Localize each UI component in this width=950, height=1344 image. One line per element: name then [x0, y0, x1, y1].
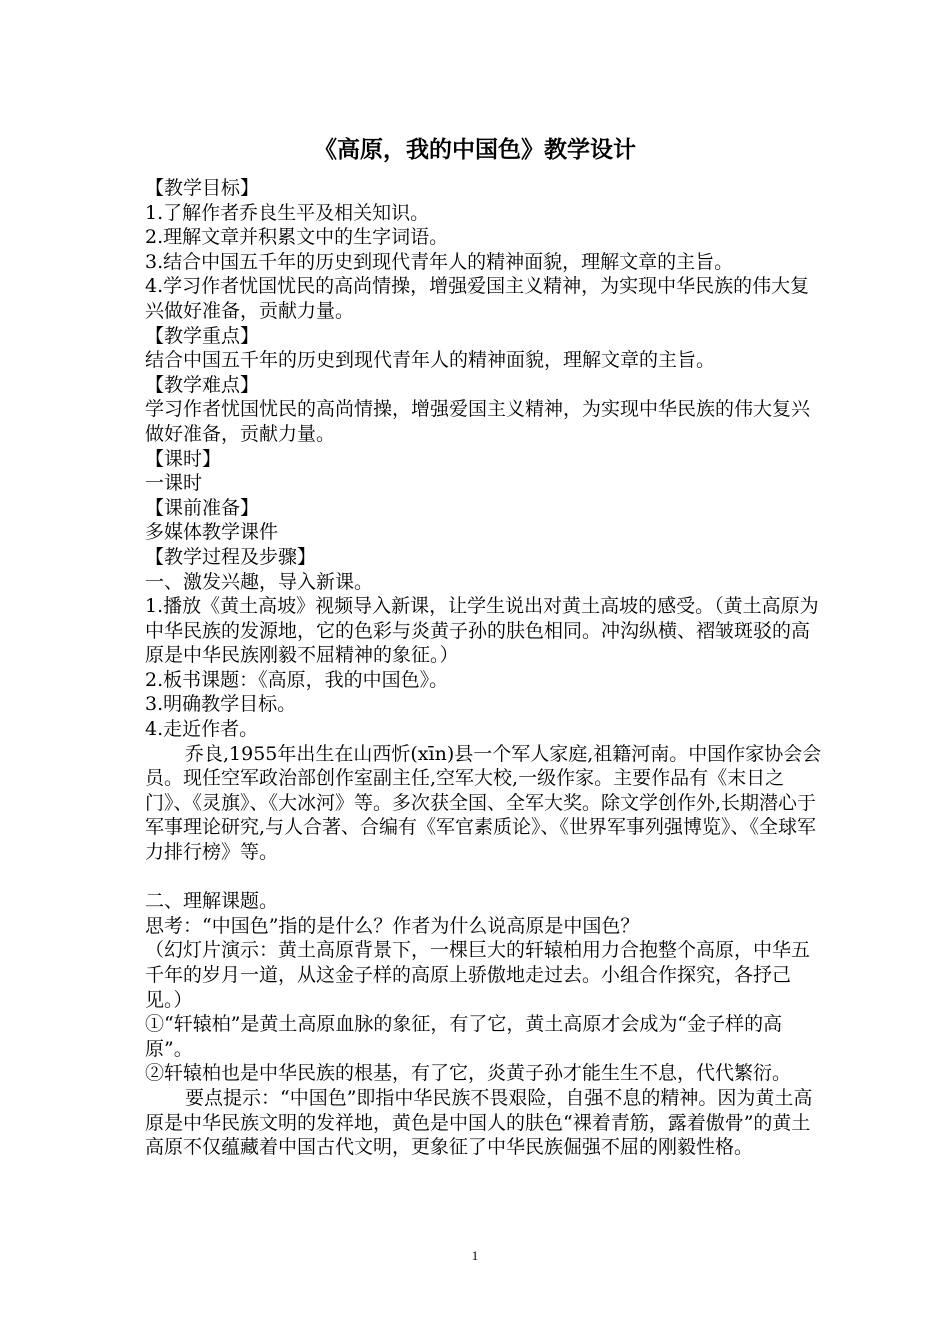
heading-preparation: 【课前准备】 [145, 496, 260, 519]
paragraph: 多媒体教学课件 [145, 521, 279, 544]
paragraph: （幻灯片演示：黄土高原背景下，一棵巨大的轩辕柏用力合抱整个高原，中华五千年的岁月一道，从这金子样的高原上骄傲地走过去。小组合作探究，各抒己见。） [145, 939, 811, 1011]
paragraph: 思考：“中国色”指的是什么？作者为什么说高原是中国色？ [145, 914, 640, 937]
paragraph: 3.明确教学目标。 [145, 693, 297, 716]
section-heading: 一、激发兴趣，导入新课。 [145, 570, 374, 593]
paragraph: 1.了解作者乔良生平及相关知识。 [145, 201, 430, 224]
blank-line [145, 865, 825, 890]
section-heading: 二、理解课题。 [145, 890, 279, 913]
paragraph: ①“轩辕柏”是黄土高原血脉的象征，有了它，黄土高原才会成为“金子样的高原”。 [145, 1013, 783, 1060]
document-body [145, 176, 825, 1160]
heading-objectives: 【教学目标】 [145, 177, 260, 199]
author-bio: 乔良,1955年出生在山西忻(xīn)县一个军人家庭,祖籍河南。中国作家协会会员。现任空军政治部创作室副主任,空军大校,一级作家。主要作品有《末日之门》、《灵旗》、《大冰河》等。多次获全国、全军大奖。除文学创作外,长期潜心于军事理论研究,与人合著、合编有《军官素质论》、《世界军事列强博览》、《全球军力排行榜》等。 [145, 742, 822, 864]
heading-process: 【教学过程及步骤】 [145, 545, 317, 568]
paragraph: 1.播放《黄土高坡》视频导入新课，让学生说出对黄土高坡的感受。（黄土高原为中华民族的发源地，它的色彩与炎黄子孙的肤色相同。冲沟纵横、褶皱斑驳的高原是中华民族刚毅不屈精神的象征。） [145, 595, 819, 667]
heading-key-points: 【教学重点】 [145, 324, 260, 347]
page-number: 1 [471, 1248, 479, 1263]
heading-difficulties: 【教学难点】 [145, 373, 260, 396]
heading-class-hours: 【课时】 [145, 447, 222, 470]
paragraph: 学习作者忧国忧民的高尚情操，增强爱国主义精神，为实现中华民族的伟大复兴做好准备，贡献力量。 [145, 398, 811, 445]
paragraph: 4.学习作者忧国忧民的高尚情操，增强爱国主义精神，为实现中华民族的伟大复兴做好准备，贡献力量。 [145, 275, 810, 322]
paragraph: 一课时 [145, 472, 203, 495]
paragraph: 4.走近作者。 [145, 718, 259, 741]
paragraph: 3.结合中国五千年的历史到现代青年人的精神面貌，理解文章的主旨。 [145, 250, 734, 273]
paragraph: ②轩辕柏也是中华民族的根基，有了它，炎黄子孙才能生生不息，代代繁衍。 [145, 1062, 792, 1085]
paragraph: 2.板书课题：《高原，我的中国色》。 [145, 668, 449, 691]
document-title: 《高原，我的中国色》教学设计 [314, 137, 636, 163]
paragraph: 结合中国五千年的历史到现代青年人的精神面貌，理解文章的主旨。 [145, 349, 716, 372]
paragraph: 2.理解文章并积累文中的生字词语。 [145, 226, 449, 249]
key-point-tip: 要点提示：“中国色”即指中华民族不畏艰险，自强不息的精神。因为黄土高原是中华民族文明的发祥地，黄色是中国人的肤色“裸着青筋，露着傲骨”的黄土高原不仅蕴藏着中国古代文明，更象征了中华民族倔强不屈的刚毅性格。 [145, 1086, 813, 1159]
